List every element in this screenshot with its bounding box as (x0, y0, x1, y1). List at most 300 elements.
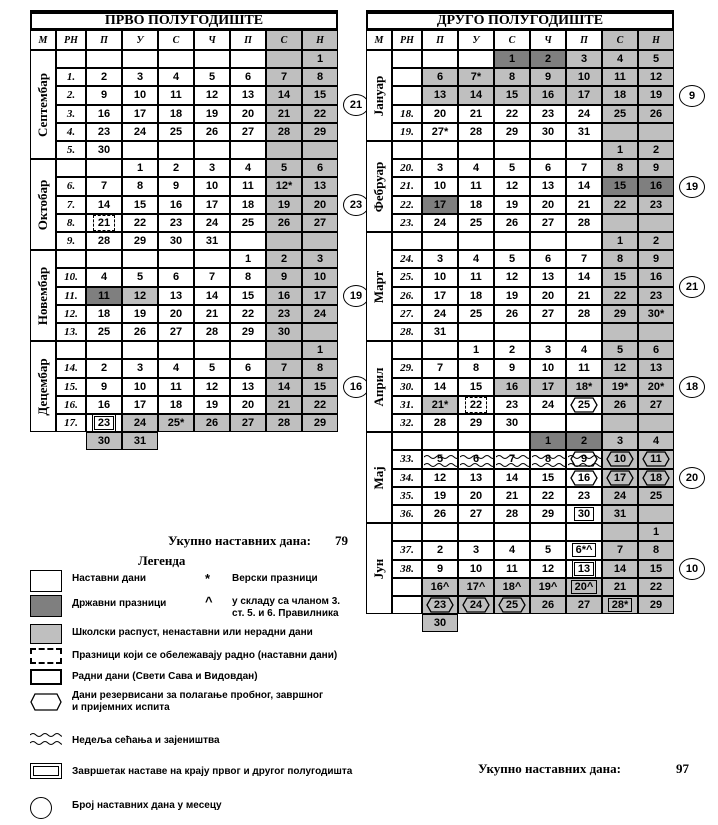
day-cell (86, 123, 122, 141)
day-cell (494, 159, 530, 177)
day-cell (458, 578, 494, 596)
day-cell (422, 305, 458, 323)
day-cell (230, 396, 266, 414)
day-cell (602, 432, 638, 450)
day-cell (302, 68, 338, 86)
day-number: 9 (436, 562, 444, 575)
day-cell (602, 378, 638, 396)
day-cell (530, 323, 566, 341)
day-number: 30 (541, 125, 555, 138)
day-number: 31 (205, 235, 219, 248)
day-number: 20 (241, 107, 255, 120)
column-header: У (458, 30, 494, 50)
day-number: 21 (505, 489, 519, 502)
week-number: 15. (56, 378, 86, 396)
day-cell (86, 414, 122, 432)
day-cell (422, 578, 458, 596)
day-number: 21 (613, 580, 627, 593)
week-number (392, 68, 422, 86)
day-number: 18 (649, 471, 663, 484)
day-cell (566, 250, 602, 268)
day-cell (494, 560, 530, 578)
week-number: 30. (392, 378, 422, 396)
day-number: 13 (541, 271, 555, 284)
day-cell (602, 469, 638, 487)
day-number: 1 (244, 253, 252, 266)
day-cell (422, 268, 458, 286)
day-number: 18* (575, 380, 593, 393)
day-cell (602, 396, 638, 414)
column-header: Ч (530, 30, 566, 50)
day-cell (638, 505, 674, 523)
day-cell (638, 105, 674, 123)
day-cell (422, 232, 458, 250)
day-number: 5 (508, 162, 516, 175)
day-number: 30 (277, 326, 291, 339)
day-cell (86, 50, 122, 68)
day-number: 3 (208, 162, 216, 175)
day-number: 12 (205, 89, 219, 102)
day-cell (194, 414, 230, 432)
day-cell (266, 159, 302, 177)
week-number (392, 50, 422, 68)
week-number: 29. (392, 359, 422, 377)
day-cell (266, 123, 302, 141)
day-number: 17 (133, 398, 147, 411)
day-number: 8 (544, 453, 552, 466)
day-number: 8 (508, 71, 516, 84)
day-cell (638, 396, 674, 414)
day-number: 13 (241, 380, 255, 393)
day-number: 25 (169, 125, 183, 138)
day-cell (458, 68, 494, 86)
day-number: 19 (277, 198, 291, 211)
day-cell (230, 86, 266, 104)
day-cell (86, 341, 122, 359)
day-cell (566, 450, 602, 468)
day-number: 17 (541, 380, 555, 393)
day-cell (602, 123, 638, 141)
day-number: 3 (616, 435, 624, 448)
week-number: 16. (56, 396, 86, 414)
day-cell (602, 214, 638, 232)
day-cell (566, 196, 602, 214)
day-number: 23 (649, 198, 663, 211)
day-number: 29 (133, 235, 147, 248)
day-number: 4 (652, 435, 660, 448)
day-cell (86, 396, 122, 414)
day-number: 18^ (502, 580, 522, 593)
legend-symbol (30, 570, 62, 592)
day-number: 28 (277, 125, 291, 138)
day-cell (122, 177, 158, 195)
day-number: 4 (508, 544, 516, 557)
day-cell (230, 341, 266, 359)
day-cell (602, 578, 638, 596)
month-name: Јун (371, 558, 386, 579)
day-number: 6 (472, 453, 480, 466)
day-number: 12* (275, 180, 293, 193)
day-cell (638, 196, 674, 214)
day-cell (86, 196, 122, 214)
day-number: 27 (541, 216, 555, 229)
day-number: 27 (577, 599, 591, 612)
day-number: 10 (469, 562, 483, 575)
column-header: П (566, 30, 602, 50)
legend-label: Школски распуст, ненаставни или нерадни дани (72, 627, 313, 638)
day-cell (530, 487, 566, 505)
day-cell (230, 414, 266, 432)
day-number: 25* (167, 417, 185, 430)
day-cell (458, 341, 494, 359)
month-name: Септембар (35, 72, 50, 137)
day-number: 24 (577, 107, 591, 120)
column-header: Ч (194, 30, 230, 50)
day-cell (602, 505, 638, 523)
day-number: 18 (469, 289, 483, 302)
day-cell (266, 396, 302, 414)
day-cell (566, 86, 602, 104)
legend-label: Радни дани (Свети Сава и Видовдан) (72, 671, 258, 682)
semester-frame (30, 10, 338, 14)
day-number: 22 (613, 289, 627, 302)
day-cell (158, 177, 194, 195)
day-cell (194, 86, 230, 104)
day-cell (566, 523, 602, 541)
column-header: РН (392, 30, 422, 50)
day-cell (602, 487, 638, 505)
day-number: 20^ (571, 580, 598, 594)
day-number: 25 (505, 599, 519, 612)
day-number: 5 (208, 71, 216, 84)
week-number: 6. (56, 177, 86, 195)
day-cell (602, 250, 638, 268)
day-cell (122, 196, 158, 214)
week-number (392, 232, 422, 250)
day-cell (494, 86, 530, 104)
week-number: 7. (56, 196, 86, 214)
day-cell (122, 141, 158, 159)
day-cell (158, 250, 194, 268)
semester-frame (366, 10, 674, 14)
day-number: 7 (280, 362, 288, 375)
day-number: 25 (613, 107, 627, 120)
day-cell (638, 86, 674, 104)
day-cell (158, 359, 194, 377)
day-number: 2 (652, 235, 660, 248)
day-cell (638, 469, 674, 487)
legend-label: Дани резервисани за полагање пробног, завршног и пријемних испита (72, 690, 324, 713)
day-cell (422, 432, 458, 450)
week-number: 10. (56, 268, 86, 286)
day-number: 14 (469, 89, 483, 102)
day-number: 8 (136, 180, 144, 193)
column-header: РН (56, 30, 86, 50)
day-number: 9 (100, 89, 108, 102)
day-cell (458, 105, 494, 123)
day-number: 20* (647, 380, 665, 393)
column-header: М (366, 30, 392, 50)
day-number: 15 (613, 180, 627, 193)
total-teaching-days-label: Укупно наставних дана: (168, 533, 311, 548)
day-cell (422, 523, 458, 541)
day-number: 20 (241, 398, 255, 411)
month-name: Децембар (35, 358, 50, 416)
day-cell (458, 505, 494, 523)
day-cell (194, 123, 230, 141)
day-cell (638, 323, 674, 341)
day-number: 14 (577, 271, 591, 284)
day-cell (638, 123, 674, 141)
day-cell (638, 214, 674, 232)
day-cell (566, 541, 602, 559)
day-cell (494, 469, 530, 487)
day-cell (302, 305, 338, 323)
day-cell (566, 105, 602, 123)
day-cell (494, 105, 530, 123)
legend-symbol (30, 669, 62, 685)
day-cell (266, 232, 302, 250)
day-number: 30* (647, 307, 665, 320)
day-cell (302, 177, 338, 195)
day-number: 3 (136, 71, 144, 84)
column-header: С (266, 30, 302, 50)
month-teaching-days-count: 20 (679, 467, 705, 489)
day-cell (530, 432, 566, 450)
week-number: 31. (392, 396, 422, 414)
day-number: 14 (433, 380, 447, 393)
day-cell (494, 123, 530, 141)
day-number: 7 (100, 180, 108, 193)
day-cell (458, 86, 494, 104)
month-name: Јануар (371, 75, 386, 116)
day-number: 24 (133, 125, 147, 138)
day-cell (86, 323, 122, 341)
month-cell (30, 250, 56, 341)
week-number: 13. (56, 323, 86, 341)
day-cell (422, 505, 458, 523)
day-cell (230, 232, 266, 250)
day-number: 21 (577, 198, 591, 211)
day-cell (122, 359, 158, 377)
day-number: 6 (172, 271, 180, 284)
day-number: 19 (505, 289, 519, 302)
legend-title: Легенда (138, 553, 186, 568)
column-header: Н (302, 30, 338, 50)
day-cell (530, 268, 566, 286)
day-number: 6 (544, 253, 552, 266)
day-number: 27 (469, 508, 483, 521)
day-number: 11 (578, 362, 590, 375)
day-number: 5 (652, 53, 660, 66)
day-number: 31 (613, 508, 627, 521)
day-cell (494, 578, 530, 596)
day-number: 26 (505, 307, 519, 320)
day-number: 10 (613, 453, 627, 466)
day-number: 9 (580, 453, 588, 466)
day-cell (494, 505, 530, 523)
day-number: 27 (313, 216, 327, 229)
day-cell (602, 232, 638, 250)
week-number: 35. (392, 487, 422, 505)
day-cell (566, 505, 602, 523)
day-cell (458, 305, 494, 323)
day-cell (566, 359, 602, 377)
day-cell (122, 323, 158, 341)
day-number: 8 (652, 544, 660, 557)
day-cell (602, 105, 638, 123)
day-cell (458, 359, 494, 377)
legend-note-label: у складу са чланом 3. ст. 5. и 6. Правилника (232, 596, 341, 619)
day-number: 8 (616, 253, 624, 266)
day-number: 19 (433, 489, 447, 502)
day-cell (530, 359, 566, 377)
week-number: 8. (56, 214, 86, 232)
day-cell (494, 359, 530, 377)
day-cell (302, 359, 338, 377)
day-cell (566, 469, 602, 487)
day-cell (266, 68, 302, 86)
day-cell (458, 414, 494, 432)
day-number: 1 (472, 344, 480, 357)
day-cell (458, 177, 494, 195)
legend-symbol (30, 693, 62, 711)
day-cell (422, 141, 458, 159)
month-cell (30, 159, 56, 250)
day-cell (494, 450, 530, 468)
day-cell (530, 378, 566, 396)
day-cell (530, 523, 566, 541)
week-number: 33. (392, 450, 422, 468)
day-number: 9 (652, 253, 660, 266)
month-name: Мај (371, 466, 386, 490)
day-cell (530, 86, 566, 104)
day-number: 26 (649, 107, 663, 120)
day-cell (230, 105, 266, 123)
month-name: Фебруар (371, 161, 386, 212)
day-number: 7 (208, 271, 216, 284)
day-cell (194, 305, 230, 323)
day-cell (302, 141, 338, 159)
day-cell (302, 196, 338, 214)
day-cell (158, 232, 194, 250)
day-number: 14 (277, 89, 291, 102)
day-number: 11 (98, 289, 110, 302)
day-cell (158, 105, 194, 123)
day-cell (530, 305, 566, 323)
legend-note-label: Верски празници (232, 573, 318, 584)
day-cell (158, 268, 194, 286)
day-cell (458, 378, 494, 396)
day-number: 27 (241, 417, 255, 430)
day-cell (602, 596, 638, 614)
day-cell (122, 250, 158, 268)
day-number: 12 (649, 71, 663, 84)
week-number (56, 50, 86, 68)
day-number: 15 (505, 89, 519, 102)
day-number: 22 (313, 107, 327, 120)
day-cell (422, 359, 458, 377)
day-cell (86, 250, 122, 268)
month-teaching-days-count: 18 (679, 376, 705, 398)
day-cell (158, 68, 194, 86)
day-number: 15 (241, 289, 255, 302)
day-cell (566, 159, 602, 177)
day-cell (494, 177, 530, 195)
day-number: 20 (541, 289, 555, 302)
day-number: 28 (469, 125, 483, 138)
day-cell (638, 487, 674, 505)
day-number: 18 (169, 398, 183, 411)
day-number: 5 (436, 453, 444, 466)
week-number (392, 86, 422, 104)
day-cell (566, 68, 602, 86)
day-number: 31 (577, 125, 591, 138)
legend-label: Недеља сећања и зајеништва (72, 735, 220, 746)
day-cell (458, 323, 494, 341)
day-number: 3 (472, 544, 480, 557)
week-number: 34. (392, 469, 422, 487)
day-number: 18 (241, 198, 255, 211)
day-cell (566, 50, 602, 68)
day-number: 22 (505, 107, 519, 120)
day-number: 9 (508, 362, 516, 375)
day-cell (302, 268, 338, 286)
month-cell (366, 432, 392, 523)
day-cell (302, 86, 338, 104)
day-cell (638, 268, 674, 286)
column-header: У (122, 30, 158, 50)
month-teaching-days-count: 21 (679, 276, 705, 298)
day-cell (158, 287, 194, 305)
week-number: 19. (392, 123, 422, 141)
day-number: 5 (544, 544, 552, 557)
day-number: 9 (280, 271, 288, 284)
day-cell (530, 196, 566, 214)
day-number: 6 (316, 162, 324, 175)
day-cell (266, 196, 302, 214)
day-number: 16 (649, 180, 663, 193)
day-number: 21* (431, 398, 449, 411)
day-cell (422, 378, 458, 396)
day-cell (602, 141, 638, 159)
day-number: 3 (316, 253, 324, 266)
day-number: 5 (136, 271, 144, 284)
day-number: 26 (205, 417, 219, 430)
day-cell (422, 105, 458, 123)
day-cell (194, 159, 230, 177)
day-cell (266, 105, 302, 123)
day-cell (566, 305, 602, 323)
day-cell (194, 378, 230, 396)
day-cell (494, 541, 530, 559)
day-number: 10 (313, 271, 327, 284)
day-cell (302, 250, 338, 268)
day-number: 17^ (466, 580, 486, 593)
day-number: 1 (616, 144, 624, 157)
day-cell (458, 469, 494, 487)
day-number: 7 (436, 362, 444, 375)
day-cell (602, 523, 638, 541)
day-cell (530, 105, 566, 123)
day-cell (422, 541, 458, 559)
day-cell (602, 196, 638, 214)
day-cell (566, 487, 602, 505)
day-number: 10 (133, 380, 147, 393)
day-number: 23 (92, 414, 116, 432)
column-header: С (158, 30, 194, 50)
day-cell (266, 287, 302, 305)
